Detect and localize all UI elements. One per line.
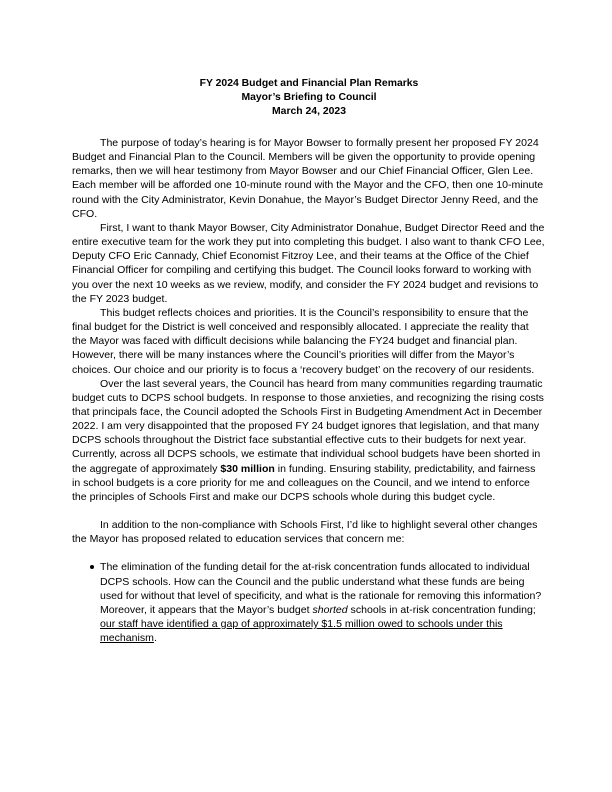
document-subtitle: Mayor’s Briefing to Council — [241, 92, 377, 103]
paragraph-schools-first-text-end: in funding. Ensuring stability, predictability, and fairness in school budgets is a core priority for me and colleagues on the Council, and we intend to enforce the principles of Schools First and make our DCPS schools whole during this budget cycle. — [72, 462, 536, 503]
bullet-text-middle: schools in at-risk concentration funding; — [347, 603, 536, 616]
paragraph-schools-first-text: Over the last several years, the Council has heard from many communities regarding traumatic budget cuts to DCPS school budgets. In response to those anxieties, and recognizing the rising costs that principals face, the Council adopted the Schools First in Budgeting Amendment Act in December 2022. I am very disappointed that the proposed FY 24 budget ignores that legislation, and that many DCPS schools throughout the District face substantial effective cuts to their budgets for next year. Currently, across all DCPS schools, we estimate that individual school budgets have been shorted in the aggregate of approximately — [72, 377, 544, 475]
paragraph-schools-first — [72, 377, 546, 504]
bullet-text-end: . — [153, 632, 157, 645]
paragraph-choices: This budget reflects choices and priorities. It is the Council’s responsibility to ensure that the final budget for the District is well conceived and responsibly allocated. I appreciate the reality that the Mayor was faced with difficult decisions while balancing the FY24 budget and financial plan. However, there will be many instances where the Council’s priorities will differ from the Mayor’s choices. Our choice and our priority is to focus a ‘recovery budget’ on the recovery of our residents. — [72, 306, 535, 376]
document-date: March 24, 2023 — [272, 106, 346, 117]
bullet-icon — [90, 565, 94, 569]
concerns-list — [72, 560, 546, 645]
bullet-text: The elimination of the funding detail for the at-risk concentration funds allocated to individual DCPS schools. How can the Council and the public understand what these funds are being used for without that level of specificity, and what is the rationale for removing this information? Moreover, it appears that the Mayor’s budget — [100, 561, 542, 616]
paragraph-other-changes: In addition to the non-compliance with Schools First, I’d like to highlight several other changes the Mayor has proposed related to education services that concern me: — [72, 519, 538, 546]
paragraph-thanks: First, I want to thank Mayor Bowser, City Administrator Donahue, Budget Director Reed and the entire executive team for the work they put into completing this budget. I also want to thank CFO Lee, Deputy CFO Eric Cannady, Chief Economist Fitzroy Lee, and their teams at the Office of the Chief Financial Officer for compiling and certifying this budget. The Council looks forward to working with you over the next 10 weeks as we review, modify, and consider the FY 2024 budget and revisions to the FY 2023 budget. — [72, 221, 545, 305]
document-title: FY 2024 Budget and Financial Plan Remarks — [199, 78, 419, 89]
emphasis-word: shorted — [312, 603, 348, 616]
document-body — [72, 136, 546, 645]
shortfall-amount: $30 million — [220, 462, 275, 475]
underlined-finding: our staff have identified a gap of approximately $1.5 million owed to schools under this mechanism — [100, 618, 503, 645]
paragraph-purpose: The purpose of today’s hearing is for Mayor Bowser to formally present her proposed FY 2024 Budget and Financial Plan to the Council. Members will be given the opportunity to provide opening remarks, then we will hear testimony from Mayor Bowser and our Chief Financial Officer, Glen Lee. Each member will be afforded one 10-minute round with the Mayor and the CFO, then one 10-minute round with the City Administrator, Kevin Donahue, the Mayor’s Budget Director Jenny Reed, and the CFO. — [72, 137, 544, 220]
list-item — [90, 560, 546, 645]
title-block — [72, 77, 546, 119]
